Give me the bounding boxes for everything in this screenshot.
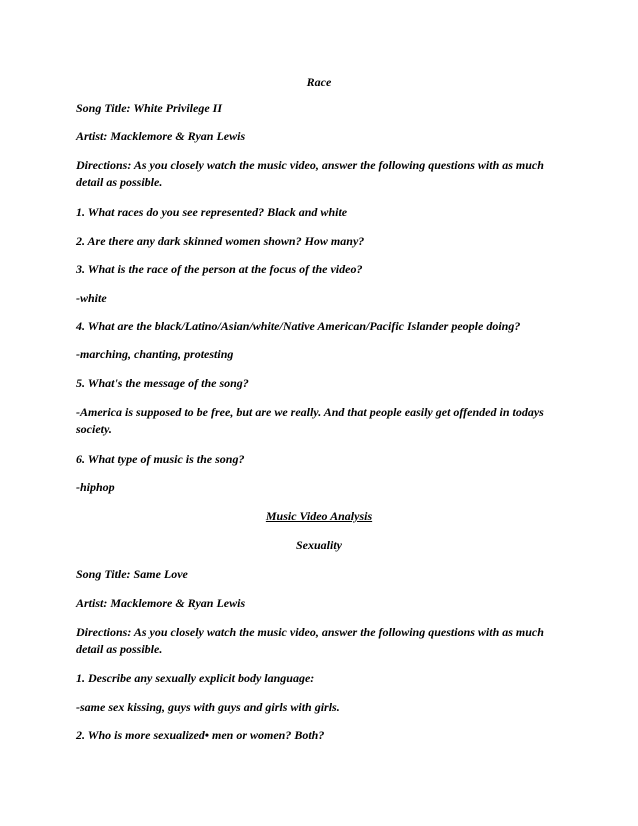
question-2-sexuality: 2. Who is more sexualized• men or women? Both? [76,728,325,742]
song-title: Song Title: White Privilege II [76,101,222,115]
question-2: 2. Are there any dark skinned women shown? How many? [76,234,365,248]
answer-4: -marching, chanting, protesting [76,347,234,361]
question-1-sexuality: 1. Describe any sexually explicit body language: [76,671,315,685]
section-heading-sexuality: Sexuality [295,538,342,552]
answer-6: -hiphop [76,480,115,494]
question-5: 5. What's the message of the song? [76,376,249,390]
question-1: 1. What races do you see represented? Black and white [76,205,348,219]
song-title-2: Song Title: Same Love [76,567,188,581]
section-title-text: Music Video Analysis [265,509,373,523]
question-6: 6. What type of music is the song? [76,452,245,466]
artist-2: Artist: Macklemore & Ryan Lewis [76,596,246,610]
artist: Artist: Macklemore & Ryan Lewis [76,129,246,143]
answer-5: -America is supposed to be free, but are we really. And that people easily get offended in todays society. [76,405,544,436]
answer-3: -white [76,291,107,305]
section-title-music-video-analysis [0,508,638,525]
directions: Directions: As you closely watch the music video, answer the following questions with as much detail as possible. [76,158,544,189]
question-3: 3. What is the race of the person at the focus of the video? [76,262,363,276]
question-4: 4. What are the black/Latino/Asian/white/Native American/Pacific Islander people doing? [76,319,521,333]
answer-1-sexuality: -same sex kissing, guys with guys and girls with girls. [76,700,340,714]
section-heading-race: Race [306,75,332,89]
directions-2: Directions: As you closely watch the music video, answer the following questions with as much detail as possible. [76,625,544,656]
